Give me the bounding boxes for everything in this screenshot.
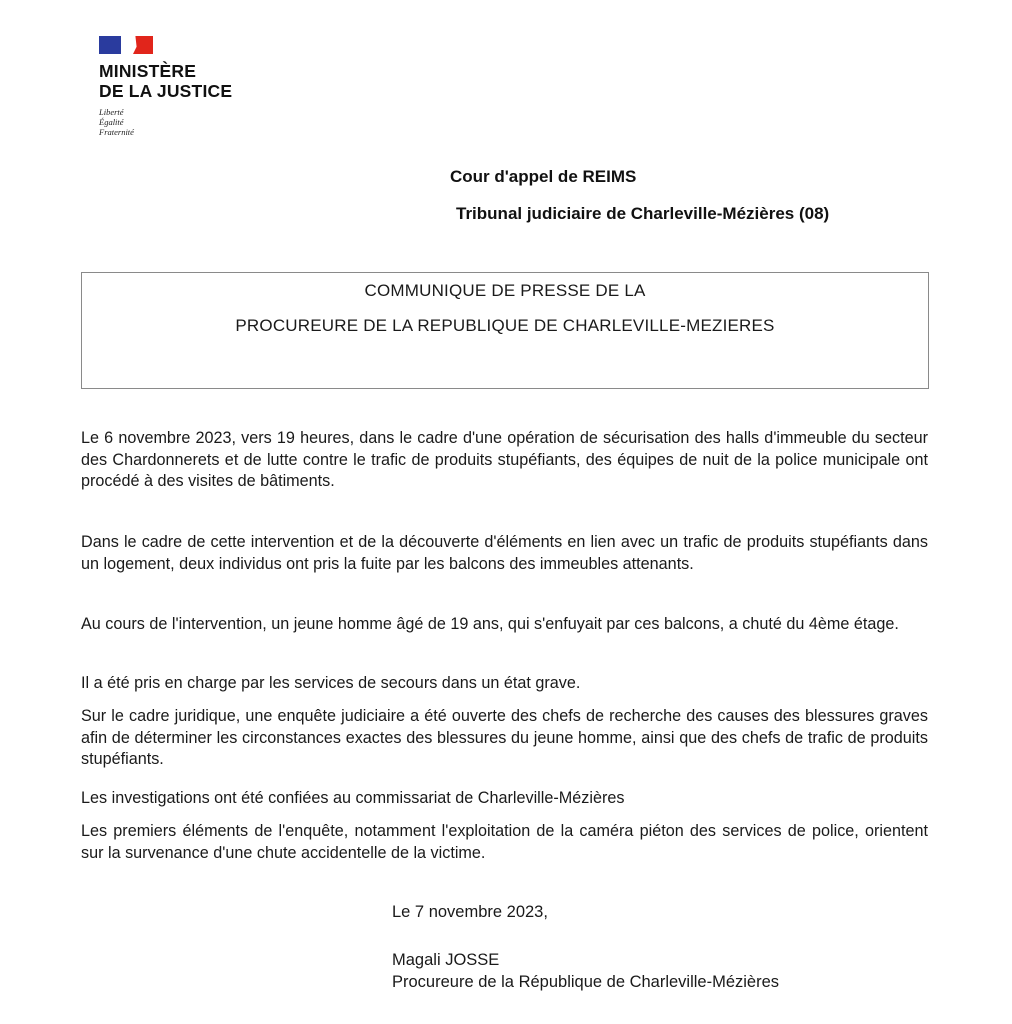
motto-fraternite: Fraternité: [99, 127, 134, 137]
paragraph-4: [81, 673, 928, 695]
signature-date: Le 7 novembre 2023,: [392, 903, 548, 921]
ministry-name-line2: DE LA JUSTICE: [99, 81, 233, 101]
flag-white: [121, 36, 133, 54]
french-flag-icon: [99, 36, 259, 54]
motto-liberte: Liberté: [99, 107, 124, 117]
paragraph-text: Dans le cadre de cette intervention et de la découverte d'éléments en lien avec un trafic de produits stupéfiants dans un logement, deux individus ont pris la fuite par les balcons des immeubles attenants.: [81, 533, 928, 573]
flag-red: [133, 36, 153, 54]
press-release-title-box: [81, 272, 929, 389]
paragraph-1: [81, 428, 928, 493]
paragraph-6: [81, 788, 928, 810]
paragraph-text: Sur le cadre juridique, une enquête judiciaire a été ouverte des chefs de recherche des causes des blessures graves afin de déterminer les circonstances exactes des blessures du jeune homme, ainsi que des chefs de trafic de produits stupéfiants.: [81, 707, 928, 768]
paragraph-2: [81, 532, 928, 575]
paragraph-7: [81, 821, 928, 864]
title-line-2: PROCUREURE DE LA REPUBLIQUE DE CHARLEVILLE-MEZIERES: [235, 316, 775, 335]
paragraph-text: Le 6 novembre 2023, vers 19 heures, dans le cadre d'une opération de sécurisation des halls d'immeuble du secteur des Chardonnerets et de lutte contre le trafic de produits stupéfiants, des équipes de nuit de la police municipale ont procédé à des visites de bâtiments.: [81, 429, 928, 490]
paragraph-text: Les premiers éléments de l'enquête, notamment l'exploitation de la caméra piéton des services de police, orientent sur la survenance d'une chute accidentelle de la victime.: [81, 822, 928, 862]
tribunal-name: Tribunal judiciaire de Charleville-Mézières (08): [456, 204, 830, 223]
ministry-name-line1: MINISTÈRE: [99, 61, 197, 81]
paragraph-3: [81, 614, 928, 636]
republic-motto: [99, 107, 259, 137]
flag-blue: [99, 36, 121, 54]
ministry-logo: [99, 36, 259, 137]
motto-egalite: Égalité: [99, 117, 124, 127]
paragraph-5: [81, 706, 928, 771]
signatory-name: Magali JOSSE: [392, 951, 500, 969]
signatory-role: Procureure de la République de Charleville-Mézières: [392, 973, 780, 991]
court-of-appeal: Cour d'appel de REIMS: [450, 167, 637, 186]
paragraph-text: Au cours de l'intervention, un jeune homme âgé de 19 ans, qui s'enfuyait par ces balcons, a chuté du 4ème étage.: [81, 615, 899, 633]
title-line-1: COMMUNIQUE DE PRESSE DE LA: [364, 281, 646, 300]
paragraph-text: Les investigations ont été confiées au commissariat de Charleville-Mézières: [81, 789, 625, 807]
paragraph-text: Il a été pris en charge par les services de secours dans un état grave.: [81, 674, 581, 692]
ministry-name: [99, 61, 259, 101]
